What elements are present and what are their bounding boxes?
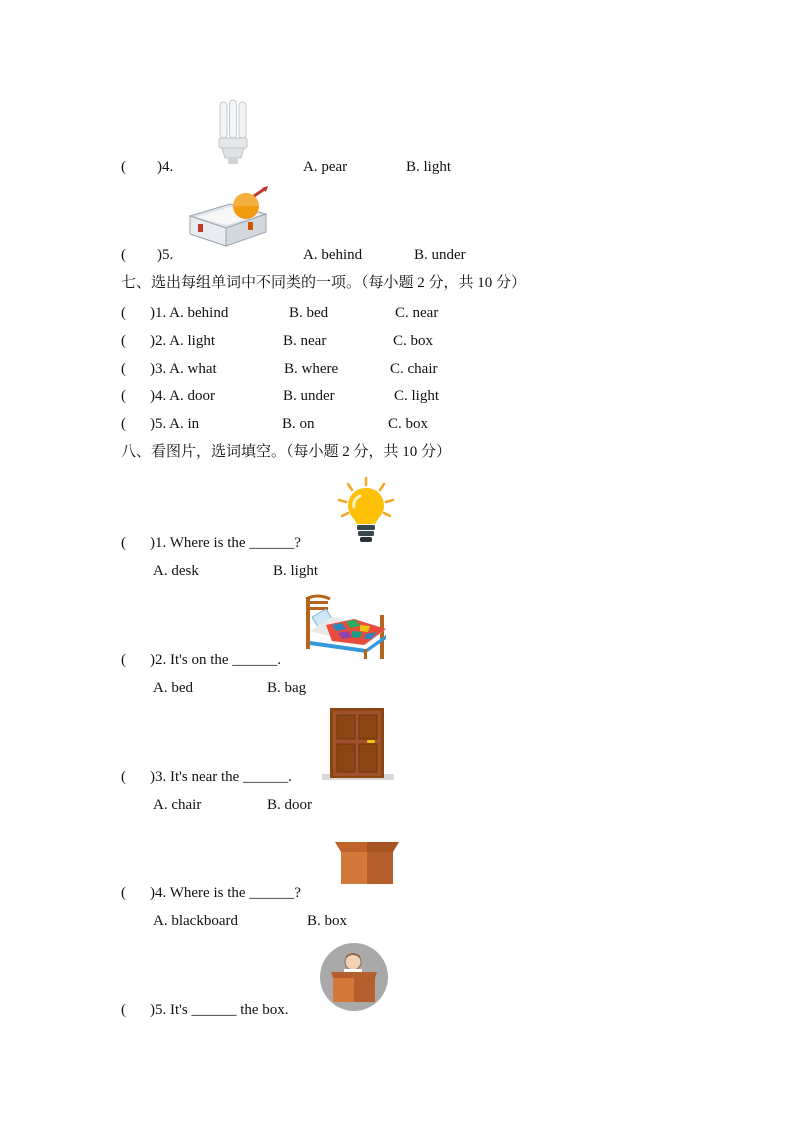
option-a: )3. A. what <box>150 361 217 377</box>
option-b: B. door <box>267 797 312 813</box>
answer-blank[interactable]: ( <box>121 361 126 377</box>
question-text: )1. Where is the ______? <box>150 535 301 551</box>
option-b: B. near <box>283 333 327 349</box>
option-c: C. near <box>395 305 439 321</box>
question-number: )5. <box>157 247 174 263</box>
answer-blank[interactable]: ( <box>121 159 126 175</box>
option-b: B. bag <box>267 680 307 696</box>
answer-blank[interactable]: ( <box>121 535 126 551</box>
box-ball-icon <box>186 186 270 248</box>
light-bulb-icon <box>336 476 396 548</box>
option-b: B. under <box>283 388 335 404</box>
answer-blank[interactable]: ( <box>121 247 126 263</box>
option-a: A. chair <box>153 797 202 813</box>
bed-icon <box>302 591 390 661</box>
question-text: )5. It's ______ the box. <box>150 1002 289 1018</box>
question-text: )2. It's on the ______. <box>150 652 282 668</box>
option-a: A. behind <box>303 247 363 263</box>
option-b: B. light <box>273 563 319 579</box>
answer-blank[interactable]: ( <box>121 388 126 404</box>
child-in-box-icon <box>319 942 389 1012</box>
option-a: )4. A. door <box>150 388 215 404</box>
option-a: A. bed <box>153 680 193 696</box>
option-a: A. desk <box>153 563 199 579</box>
option-a: A. blackboard <box>153 913 238 929</box>
option-a: )2. A. light <box>150 333 216 349</box>
answer-blank[interactable]: ( <box>121 1002 126 1018</box>
answer-blank[interactable]: ( <box>121 769 126 785</box>
option-a: )5. A. in <box>150 416 200 432</box>
question-number: )4. <box>157 159 174 175</box>
answer-blank[interactable]: ( <box>121 333 126 349</box>
option-a: A. pear <box>303 159 348 175</box>
option-b: B. where <box>284 361 339 377</box>
option-a: )1. A. behind <box>150 305 229 321</box>
answer-blank[interactable]: ( <box>121 305 126 321</box>
question-text: )3. It's near the ______. <box>150 769 292 785</box>
answer-blank[interactable]: ( <box>121 652 126 668</box>
option-c: C. chair <box>390 361 438 377</box>
answer-blank[interactable]: ( <box>121 416 126 432</box>
option-b: B. bed <box>289 305 329 321</box>
option-b: B. box <box>307 913 348 929</box>
answer-blank[interactable]: ( <box>121 885 126 901</box>
door-icon <box>322 706 394 782</box>
section-heading: 七、选出每组单词中不同类的一项。（每小题 2 分，共 10 分） <box>121 275 527 291</box>
fluorescent-bulb-icon <box>214 98 252 168</box>
section-heading: 八、看图片，选词填空。（每小题 2 分，共 10 分） <box>121 444 452 460</box>
option-b: B. on <box>282 416 315 432</box>
option-c: C. light <box>394 388 440 404</box>
option-c: C. box <box>388 416 429 432</box>
option-b: B. light <box>406 159 452 175</box>
question-text: )4. Where is the ______? <box>150 885 301 901</box>
box-icon <box>333 838 401 886</box>
option-c: C. box <box>393 333 434 349</box>
option-b: B. under <box>414 247 466 263</box>
